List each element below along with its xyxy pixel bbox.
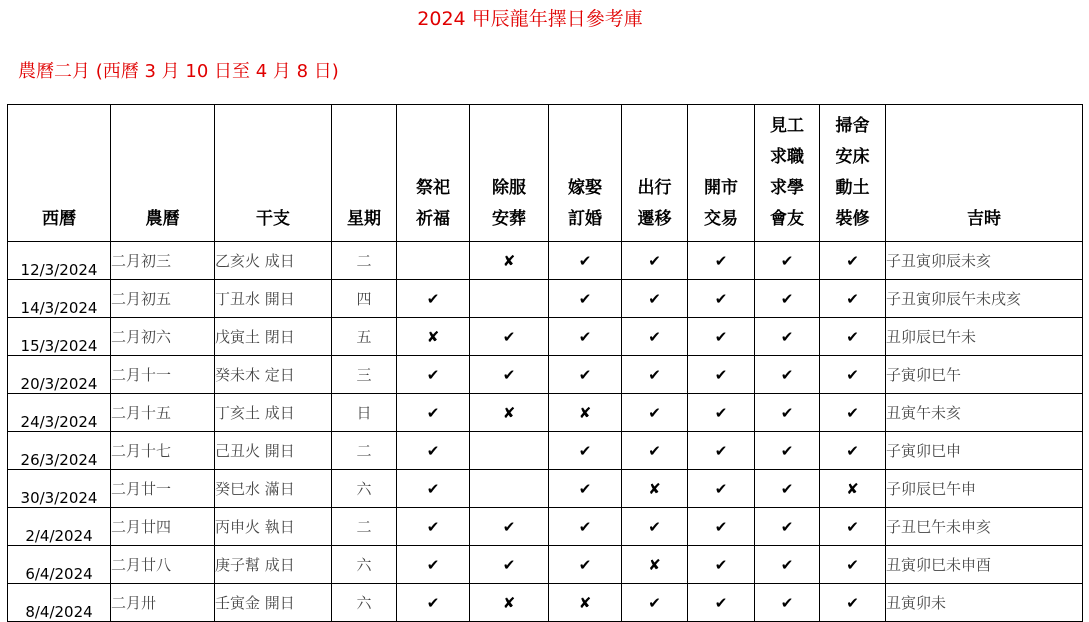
activity-mark-cell xyxy=(622,318,688,356)
activity-mark-cell xyxy=(549,584,622,622)
activity-mark-cell xyxy=(820,356,886,394)
check-icon: ✔ xyxy=(578,441,592,460)
cross-icon: ✘ xyxy=(846,479,859,498)
activity-mark-cell xyxy=(820,470,886,508)
ganzhi-cell: 庚子幫 成日 xyxy=(215,546,332,584)
table-row xyxy=(8,470,1083,508)
activity-mark-cell xyxy=(688,584,755,622)
check-icon: ✔ xyxy=(780,479,794,498)
weekday-cell: 六 xyxy=(332,546,397,584)
activity-mark-cell xyxy=(622,394,688,432)
activity-mark-cell xyxy=(470,318,549,356)
activity-mark-cell xyxy=(549,508,622,546)
check-icon: ✔ xyxy=(780,441,794,460)
check-icon: ✔ xyxy=(578,289,592,308)
header-weekday: 星期 xyxy=(332,105,397,242)
activity-mark-cell xyxy=(549,242,622,280)
table-row xyxy=(8,318,1083,356)
activity-mark-cell xyxy=(755,546,820,584)
lunar-date-cell: 二月廿四 xyxy=(111,508,215,546)
check-icon: ✔ xyxy=(648,593,661,612)
ganzhi-cell: 癸巳水 滿日 xyxy=(215,470,332,508)
check-icon: ✔ xyxy=(648,251,661,270)
check-icon: ✔ xyxy=(502,365,516,384)
ganzhi-cell: 戊寅土 閉日 xyxy=(215,318,332,356)
check-icon: ✔ xyxy=(846,403,859,422)
check-icon: ✔ xyxy=(648,365,661,384)
activity-mark-cell xyxy=(397,546,470,584)
header-marriage xyxy=(549,105,622,242)
cross-icon: ✘ xyxy=(648,555,661,574)
header-line: 祭祀 xyxy=(416,178,450,198)
weekday-cell: 三 xyxy=(332,356,397,394)
date-selection-table xyxy=(7,104,1083,622)
table-row xyxy=(8,356,1083,394)
activity-mark-cell xyxy=(820,546,886,584)
header-line: 裝修 xyxy=(835,209,870,229)
check-icon: ✔ xyxy=(502,327,516,346)
date-cell: 12/3/2024 xyxy=(8,242,111,280)
check-icon: ✔ xyxy=(648,289,661,308)
auspicious-hours-cell: 丑卯辰巳午未 xyxy=(886,318,1083,356)
check-icon: ✔ xyxy=(846,441,859,460)
date-cell: 8/4/2024 xyxy=(8,584,111,622)
activity-mark-cell xyxy=(622,242,688,280)
header-line: 求職 xyxy=(770,147,804,167)
table-row xyxy=(8,508,1083,546)
header-business xyxy=(688,105,755,242)
activity-mark-cell xyxy=(549,546,622,584)
header-row xyxy=(8,105,1083,242)
activity-mark-cell xyxy=(470,356,549,394)
activity-mark-cell xyxy=(470,280,549,318)
check-icon: ✔ xyxy=(780,251,794,270)
activity-mark-cell xyxy=(470,432,549,470)
activity-mark-cell xyxy=(755,318,820,356)
check-icon: ✔ xyxy=(780,555,794,574)
activity-mark-cell xyxy=(397,356,470,394)
table-row xyxy=(8,394,1083,432)
activity-mark-cell xyxy=(397,394,470,432)
date-cell: 15/3/2024 xyxy=(8,318,111,356)
date-cell: 24/3/2024 xyxy=(8,394,111,432)
activity-mark-cell xyxy=(755,242,820,280)
header-career xyxy=(755,105,820,242)
activity-mark-cell xyxy=(622,508,688,546)
activity-mark-cell xyxy=(397,280,470,318)
weekday-cell: 六 xyxy=(332,584,397,622)
date-cell: 30/3/2024 xyxy=(8,470,111,508)
table-row xyxy=(8,584,1083,622)
ganzhi-cell: 丁丑水 開日 xyxy=(215,280,332,318)
activity-mark-cell xyxy=(688,356,755,394)
header-line: 動土 xyxy=(835,178,870,198)
activity-mark-cell xyxy=(755,280,820,318)
weekday-cell: 五 xyxy=(332,318,397,356)
activity-mark-cell xyxy=(397,242,470,280)
check-icon: ✔ xyxy=(714,403,728,422)
ganzhi-cell: 丙申火 執日 xyxy=(215,508,332,546)
activity-mark-cell xyxy=(755,508,820,546)
page-title: 2024 甲辰龍年擇日參考庫 xyxy=(417,8,643,30)
activity-mark-cell xyxy=(622,584,688,622)
activity-mark-cell xyxy=(470,470,549,508)
date-cell: 6/4/2024 xyxy=(8,546,111,584)
cross-icon: ✘ xyxy=(426,327,440,346)
check-icon: ✔ xyxy=(578,479,592,498)
header-line: 安床 xyxy=(835,147,870,167)
check-icon: ✔ xyxy=(780,593,794,612)
check-icon: ✔ xyxy=(846,517,859,536)
header-line: 除服 xyxy=(492,178,526,198)
activity-mark-cell xyxy=(755,584,820,622)
activity-mark-cell xyxy=(688,280,755,318)
activity-mark-cell xyxy=(820,318,886,356)
date-cell: 14/3/2024 xyxy=(8,280,111,318)
check-icon: ✔ xyxy=(846,327,859,346)
activity-mark-cell xyxy=(755,470,820,508)
check-icon: ✔ xyxy=(426,479,440,498)
activity-mark-cell xyxy=(549,432,622,470)
activity-mark-cell xyxy=(397,584,470,622)
check-icon: ✔ xyxy=(648,327,661,346)
check-icon: ✔ xyxy=(780,289,794,308)
header-date: 西曆 xyxy=(8,105,111,242)
check-icon: ✔ xyxy=(780,365,794,384)
activity-mark-cell xyxy=(820,394,886,432)
month-subtitle: 農曆二月 (西曆 3 月 10 日至 4 月 8 日) xyxy=(18,61,339,82)
cross-icon: ✘ xyxy=(502,251,516,270)
table-row xyxy=(8,546,1083,584)
lunar-date-cell: 二月廿八 xyxy=(111,546,215,584)
check-icon: ✔ xyxy=(502,517,516,536)
header-line: 開市 xyxy=(704,178,738,198)
auspicious-hours-cell: 子丑巳午未申亥 xyxy=(886,508,1083,546)
header-hours: 吉時 xyxy=(886,105,1083,242)
header-travel xyxy=(622,105,688,242)
table-body xyxy=(8,242,1083,622)
header-line: 出行 xyxy=(637,178,672,198)
check-icon: ✔ xyxy=(714,593,728,612)
activity-mark-cell xyxy=(622,470,688,508)
check-icon: ✔ xyxy=(846,251,859,270)
check-icon: ✔ xyxy=(846,289,859,308)
activity-mark-cell xyxy=(549,280,622,318)
activity-mark-cell xyxy=(470,546,549,584)
auspicious-hours-cell: 丑寅午未亥 xyxy=(886,394,1083,432)
header-line: 會友 xyxy=(770,209,804,229)
activity-mark-cell xyxy=(688,470,755,508)
activity-mark-cell xyxy=(688,508,755,546)
activity-mark-cell xyxy=(470,242,549,280)
activity-mark-cell xyxy=(755,394,820,432)
activity-mark-cell xyxy=(820,242,886,280)
cross-icon: ✘ xyxy=(502,403,516,422)
activity-mark-cell xyxy=(622,546,688,584)
cross-icon: ✘ xyxy=(578,403,592,422)
activity-mark-cell xyxy=(820,432,886,470)
cross-icon: ✘ xyxy=(648,479,661,498)
activity-mark-cell xyxy=(622,280,688,318)
check-icon: ✔ xyxy=(426,441,440,460)
check-icon: ✔ xyxy=(502,555,516,574)
check-icon: ✔ xyxy=(426,365,440,384)
activity-mark-cell xyxy=(688,242,755,280)
check-icon: ✔ xyxy=(846,555,859,574)
lunar-date-cell: 二月初五 xyxy=(111,280,215,318)
lunar-date-cell: 二月廿一 xyxy=(111,470,215,508)
activity-mark-cell xyxy=(688,394,755,432)
check-icon: ✔ xyxy=(714,327,728,346)
activity-mark-cell xyxy=(622,356,688,394)
header-ganzhi: 干支 xyxy=(215,105,332,242)
check-icon: ✔ xyxy=(578,251,592,270)
auspicious-hours-cell: 丑寅卯巳未申酉 xyxy=(886,546,1083,584)
check-icon: ✔ xyxy=(426,289,440,308)
header-lunar: 農曆 xyxy=(111,105,215,242)
activity-mark-cell xyxy=(397,318,470,356)
weekday-cell: 二 xyxy=(332,242,397,280)
check-icon: ✔ xyxy=(780,403,794,422)
header-line: 祈福 xyxy=(416,209,450,229)
auspicious-hours-cell: 子寅卯巳申 xyxy=(886,432,1083,470)
lunar-date-cell: 二月十五 xyxy=(111,394,215,432)
activity-mark-cell xyxy=(688,318,755,356)
check-icon: ✔ xyxy=(426,593,440,612)
ganzhi-cell: 乙亥火 成日 xyxy=(215,242,332,280)
check-icon: ✔ xyxy=(714,441,728,460)
weekday-cell: 六 xyxy=(332,470,397,508)
activity-mark-cell xyxy=(688,432,755,470)
activity-mark-cell xyxy=(549,470,622,508)
check-icon: ✔ xyxy=(714,365,728,384)
check-icon: ✔ xyxy=(846,593,859,612)
check-icon: ✔ xyxy=(714,289,728,308)
header-line: 嫁娶 xyxy=(568,178,602,198)
auspicious-hours-cell: 子卯辰巳午申 xyxy=(886,470,1083,508)
activity-mark-cell xyxy=(820,508,886,546)
ganzhi-cell: 丁亥土 成日 xyxy=(215,394,332,432)
check-icon: ✔ xyxy=(780,517,794,536)
ganzhi-cell: 壬寅金 開日 xyxy=(215,584,332,622)
lunar-date-cell: 二月十七 xyxy=(111,432,215,470)
activity-mark-cell xyxy=(755,432,820,470)
header-line: 交易 xyxy=(704,209,738,229)
table-row xyxy=(8,432,1083,470)
auspicious-hours-cell: 子丑寅卯辰午未戌亥 xyxy=(886,280,1083,318)
check-icon: ✔ xyxy=(578,327,592,346)
cross-icon: ✘ xyxy=(502,593,516,612)
lunar-date-cell: 二月初六 xyxy=(111,318,215,356)
activity-mark-cell xyxy=(470,394,549,432)
check-icon: ✔ xyxy=(578,365,592,384)
check-icon: ✔ xyxy=(714,479,728,498)
activity-mark-cell xyxy=(397,508,470,546)
check-icon: ✔ xyxy=(648,517,661,536)
activity-mark-cell xyxy=(549,394,622,432)
weekday-cell: 二 xyxy=(332,508,397,546)
header-line: 訂婚 xyxy=(568,209,602,229)
check-icon: ✔ xyxy=(648,403,661,422)
lunar-date-cell: 二月十一 xyxy=(111,356,215,394)
auspicious-hours-cell: 子寅卯巳午 xyxy=(886,356,1083,394)
lunar-date-cell: 二月卅 xyxy=(111,584,215,622)
check-icon: ✔ xyxy=(714,555,728,574)
check-icon: ✔ xyxy=(426,555,440,574)
activity-mark-cell xyxy=(820,584,886,622)
check-icon: ✔ xyxy=(846,365,859,384)
lunar-date-cell: 二月初三 xyxy=(111,242,215,280)
check-icon: ✔ xyxy=(578,555,592,574)
check-icon: ✔ xyxy=(648,441,661,460)
activity-mark-cell xyxy=(688,546,755,584)
activity-mark-cell xyxy=(470,584,549,622)
check-icon: ✔ xyxy=(578,517,592,536)
check-icon: ✔ xyxy=(714,517,728,536)
ganzhi-cell: 癸未木 定日 xyxy=(215,356,332,394)
auspicious-hours-cell: 丑寅卯未 xyxy=(886,584,1083,622)
header-worship xyxy=(397,105,470,242)
date-cell: 20/3/2024 xyxy=(8,356,111,394)
weekday-cell: 日 xyxy=(332,394,397,432)
header-burial xyxy=(470,105,549,242)
activity-mark-cell xyxy=(397,432,470,470)
activity-mark-cell xyxy=(549,318,622,356)
activity-mark-cell xyxy=(470,508,549,546)
check-icon: ✔ xyxy=(780,327,794,346)
activity-mark-cell xyxy=(549,356,622,394)
check-icon: ✔ xyxy=(714,251,728,270)
auspicious-hours-cell: 子丑寅卯辰未亥 xyxy=(886,242,1083,280)
ganzhi-cell: 己丑火 開日 xyxy=(215,432,332,470)
check-icon: ✔ xyxy=(426,517,440,536)
table-row xyxy=(8,280,1083,318)
header-line: 求學 xyxy=(770,178,804,198)
header-line: 掃舍 xyxy=(835,116,870,136)
weekday-cell: 二 xyxy=(332,432,397,470)
date-cell: 2/4/2024 xyxy=(8,508,111,546)
header-line: 安葬 xyxy=(492,209,526,229)
check-icon: ✔ xyxy=(426,403,440,422)
header-line: 見工 xyxy=(770,116,804,136)
table-row xyxy=(8,242,1083,280)
weekday-cell: 四 xyxy=(332,280,397,318)
header-line: 遷移 xyxy=(637,209,672,229)
cross-icon: ✘ xyxy=(578,593,592,612)
activity-mark-cell xyxy=(820,280,886,318)
activity-mark-cell xyxy=(622,432,688,470)
header-renovation xyxy=(820,105,886,242)
date-cell: 26/3/2024 xyxy=(8,432,111,470)
activity-mark-cell xyxy=(397,470,470,508)
activity-mark-cell xyxy=(755,356,820,394)
